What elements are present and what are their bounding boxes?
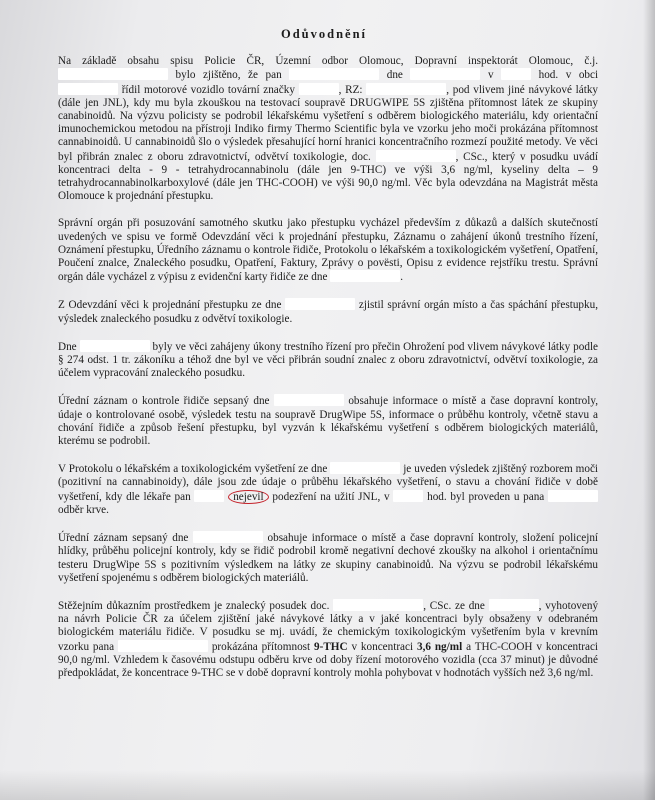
redaction <box>193 531 263 543</box>
paragraph-6: V Protokolu o lékařském a toxikologickém vyšetření ze dne je uveden výsledek zjištěný rozborem moči (pozitivní na cannabinoidy), dále jsou zde údaje o průběhu lékařského vyšetření, o stavu a chování řidiče v době vyšetření, kdy dle lékaře pan nejevil podezření na užití JNL, v hod. byl proveden u pana odběr krve. <box>58 463 599 516</box>
redaction <box>393 490 423 502</box>
redaction <box>376 150 456 162</box>
redaction <box>194 490 224 502</box>
page-edge-shadow <box>643 0 655 800</box>
paragraph-5: Úřední záznam o kontrole řidiče sepsaný dne obsahuje informace o místě a čase dopravní kontroly, údaje o kontrolované osobě, výsledek testu na soupravě DrugWipe 5S, informace o průběhu kontroly, včetně stavu a chování řidiče a způsob řešení přestupku, byl vyzván k lékařskému vyšetření s odběrem biologických materiálů, kterému se podrobil. <box>58 395 599 448</box>
paragraph-3: Z Odevzdání věci k projednání přestupku ze dne zjistil správní orgán místo a čas spáchání přestupku, výsledek znaleckého posudku z odvětví toxikologie. <box>58 299 599 325</box>
redaction <box>489 599 539 611</box>
paragraph-8: Stěžejním důkazním prostředkem je znalecký posudek doc. , CSc. ze dne , vyhotovený na návrh Policie ČR za účelem zjištění jaké návykové látky a v jaké koncentraci byly obsaženy v odebraném biologickém materiálu řidiče. V posudku se mj. uvádí, že chemickým toxikologickým vyšetřením byla v krevním vzorku pana prokázána přítomnost 9-THC v koncentraci 3,6 ng/ml a THC-COOH v koncentraci 90,0 ng/ml. Vzhledem k časovému odstupu odběru krve od doby řízení motorového vozidla (cca 37 minut) je důvodné předpokládat, že koncentrace 9-THC se v době dopravní kontroly mohla pohybovat v hodnotách vyšších než 3,6 ng/ml. <box>58 599 599 679</box>
paragraph-4: Dne byly ve věci zahájeny úkony trestního řízení pro přečin Ohrožení pod vlivem návykové látky podle § 274 odst. 1 tr. zákoníku a téhož dne byl ve věci přibrán soudní znalec z oboru zdravotnictví, odvětví toxikologie, za účelem vypracování znaleckého posudku. <box>58 340 599 380</box>
document-title: Odůvodnění <box>280 27 367 41</box>
redaction <box>548 490 598 502</box>
redaction <box>366 83 446 95</box>
redaction <box>289 68 379 80</box>
redaction <box>118 640 208 652</box>
paragraph-7: Úřední záznam sepsaný dne obsahuje informace o místě a čase dopravní kontroly, složení policejní hlídky, průběhu policejní kontroly, kdy se řidič podrobil kromě negativní dechové zkoušky na alkohol i orientačnímu testeru DrugWipe 5S s pozitivním výsledkem na látky ze skupiny canabinoidů. Na výzvu se podrobil lékařskému vyšetření spojenému s odběrem biologických materiálů. <box>58 532 599 584</box>
redaction <box>80 340 150 352</box>
redaction <box>58 83 118 95</box>
page-bottom-shadow <box>0 770 655 800</box>
redaction <box>58 68 168 80</box>
document-body <box>50 28 598 694</box>
redaction <box>285 298 355 310</box>
redaction <box>299 83 339 95</box>
redaction <box>330 462 400 474</box>
circled-word: nejevil <box>228 490 268 504</box>
redaction <box>330 270 400 282</box>
redaction <box>410 68 480 80</box>
paragraph-2: Správní orgán při posuzování samotného skutku jako přestupku vycházel především z důkazů a dalších skutečností uvedených ve spisu ve formě Odevzdání věci k projednání přestupku, Záznamu o zahájení úkonů trestního řízení, Oznámení přestupku, Úředního záznamu o kontrole řidiče, Protokolu o lékařském a toxikologickém vyšetření, Opatření, Poučení znalce, Znaleckého posudku, Opatření, Faktury, Zprávy o povësti, Opisu z evidence rejstříku trestu. Správní orgán dále vycházel z výpisu z evidenční karty řidiče ze dne . <box>58 217 598 284</box>
redaction <box>501 68 531 80</box>
redaction <box>274 394 344 406</box>
redaction <box>333 599 423 611</box>
paragraph-1: Na základě obsahu spisu Policie ČR, Územní odbor Olomouc, Dopravní inspektorát Olomouc, č.j. bylo zjištěno, že pan dne v hod. v obci řídil motorové vozidlo tovární značky , RZ: , pod vlivem jiné návykové látky (dále jen JNL), kdy mu byla zkouškou na testovací soupravě DRUGWIPE 5S zjištěna přítomnost látek ze skupiny canabinoidů. Na výzvu policisty se podrobil lékařskému vyšetření s odběrem biologického materiálu, kdy orientační imunochemickou metodou na přístroji Indiko firmy Thermo Scientific byla ve vzorku jeho moči prokázána přítomnost cannabinoidů. U cannabinoidů šlo o výsledek přesahující horní hranici koncentračního rozmezí použité metody. Ve věci byl přibrán znalec z oboru zdravotnictví, odvětví toxikologie, doc. , CSc., který v posudku uvádí koncentraci delta - 9 - tetrahydrocannabinolu (dále jen 9-THC) ve výši 3,6 ng/ml, kyseliny delta – 9 tetrahydrocannabinolkarboxylové (dále jen THC-COOH) ve výši 90,0 ng/ml. Věc byla odevzdána na Magistrát města Olomouce k projednání přestupku. <box>58 55 599 203</box>
